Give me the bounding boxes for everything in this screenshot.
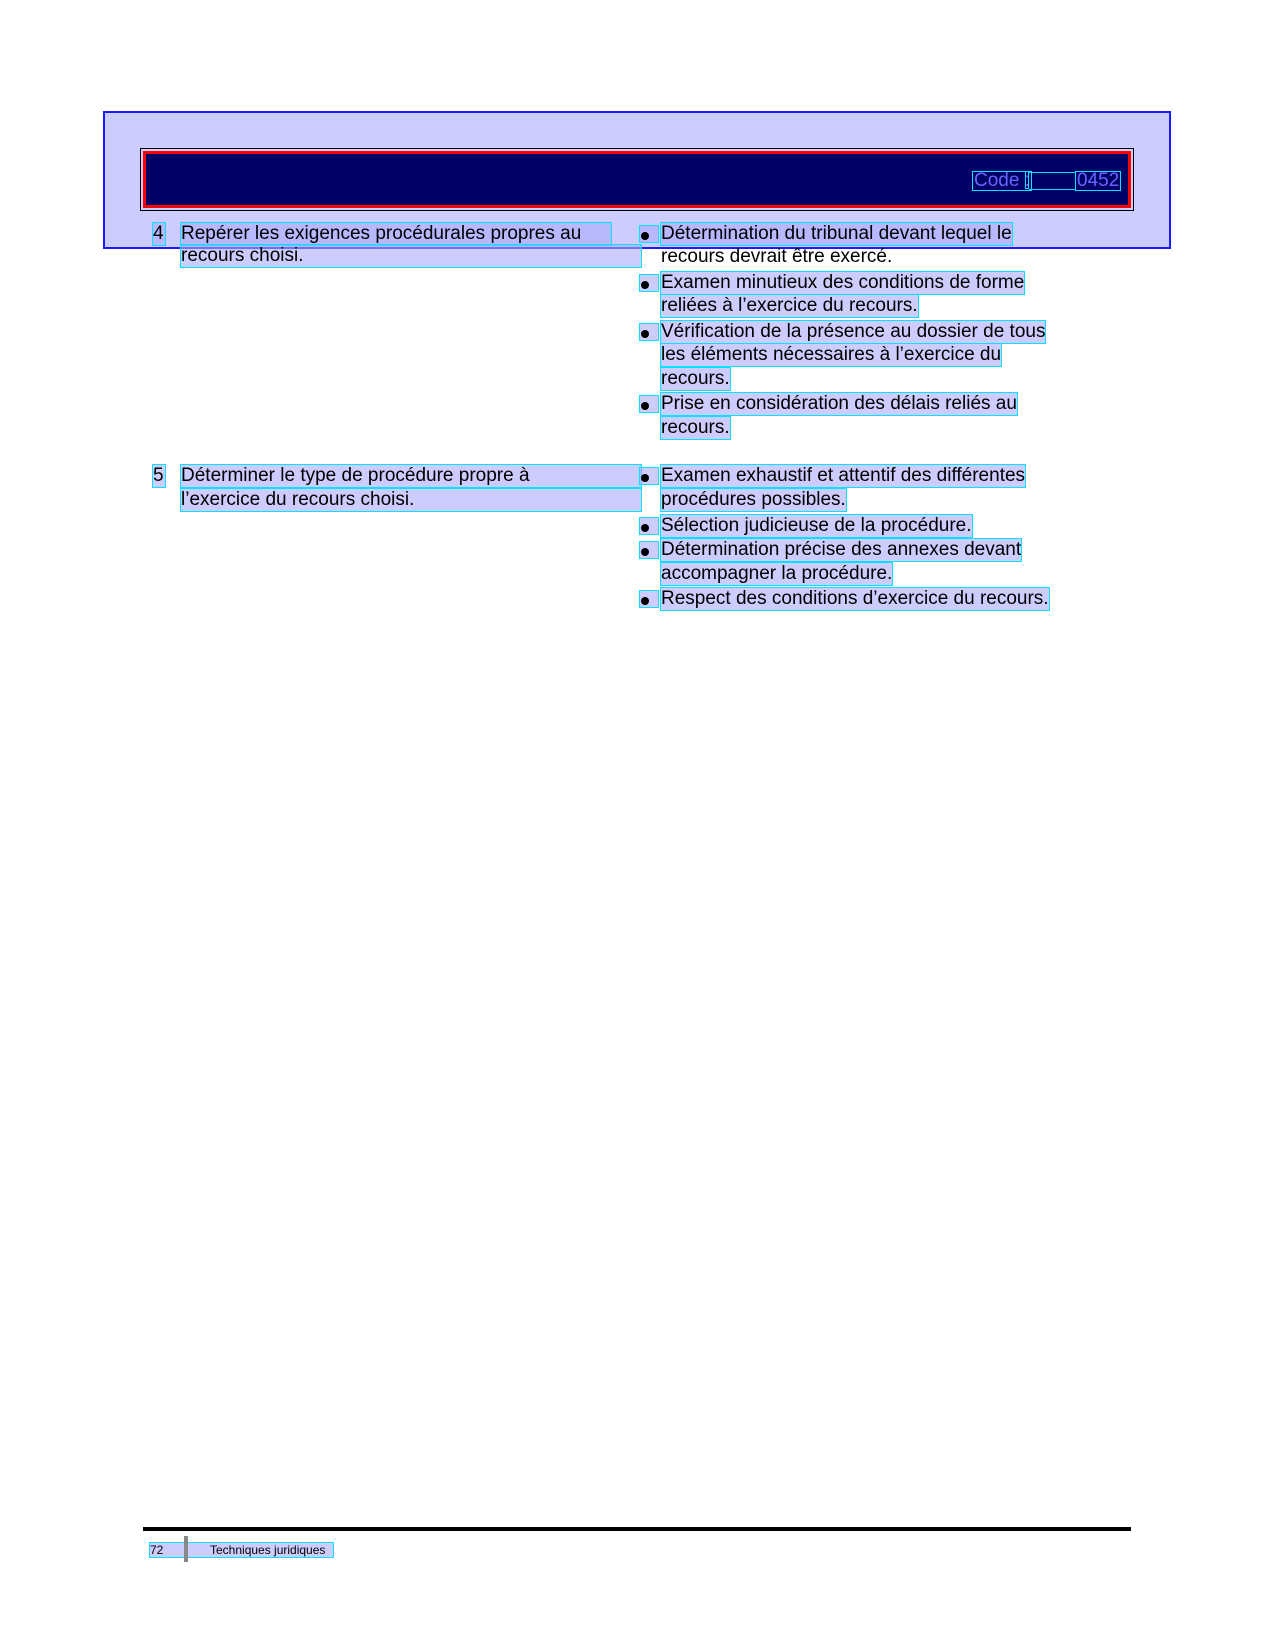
criterion-line: accompagner la procédure.: [661, 563, 893, 584]
bullet-icon: [641, 597, 649, 605]
code-label: Code :: [974, 170, 1030, 191]
criterion-line: Détermination du tribunal devant lequel le: [661, 223, 1012, 244]
criterion-line: Détermination précise des annexes devant: [661, 539, 1022, 560]
objective-text-line: recours choisi.: [181, 245, 641, 267]
bullet-icon: [641, 402, 649, 410]
code-leader: [1029, 172, 1075, 190]
objective-text-line: Repérer les exigences procédurales propres au: [181, 223, 611, 245]
footer-title: Techniques juridiques: [210, 1543, 326, 1557]
bullet-icon: [641, 232, 649, 240]
criterion-line: les éléments nécessaires à l’exercice du: [661, 344, 1002, 365]
footer-separator: [184, 1536, 188, 1562]
code-value: 0452: [1077, 170, 1120, 191]
objective-text-line: Déterminer le type de procédure propre à: [181, 465, 641, 487]
criterion-line: Prise en considération des délais reliés au: [661, 393, 1017, 414]
criterion-line: Examen minutieux des conditions de forme: [661, 272, 1025, 293]
code-separator: [1025, 171, 1029, 189]
footer-rule: [143, 1527, 1131, 1531]
bullet-icon: [641, 524, 649, 532]
objective-number: 4: [153, 223, 164, 244]
criterion-line: recours.: [661, 417, 730, 438]
criterion-line: Examen exhaustif et attentif des différentes: [661, 465, 1026, 486]
criterion-line: Respect des conditions d’exercice du recours.: [661, 588, 1049, 609]
criterion-line: Vérification de la présence au dossier de tous: [661, 321, 1046, 342]
criterion-line: recours devrait être exercé.: [661, 246, 893, 267]
criterion-line: reliées à l’exercice du recours.: [661, 295, 918, 316]
criterion-line: procédures possibles.: [661, 489, 846, 510]
objective-text-line: l’exercice du recours choisi.: [181, 489, 641, 511]
criterion-line: recours.: [661, 368, 730, 389]
page-number: 72: [150, 1543, 164, 1557]
bullet-icon: [641, 330, 649, 338]
bullet-icon: [641, 474, 649, 482]
bullet-icon: [641, 548, 649, 556]
objective-number: 5: [153, 465, 164, 486]
bullet-icon: [641, 281, 649, 289]
criterion-line: Sélection judicieuse de la procédure.: [661, 515, 972, 536]
